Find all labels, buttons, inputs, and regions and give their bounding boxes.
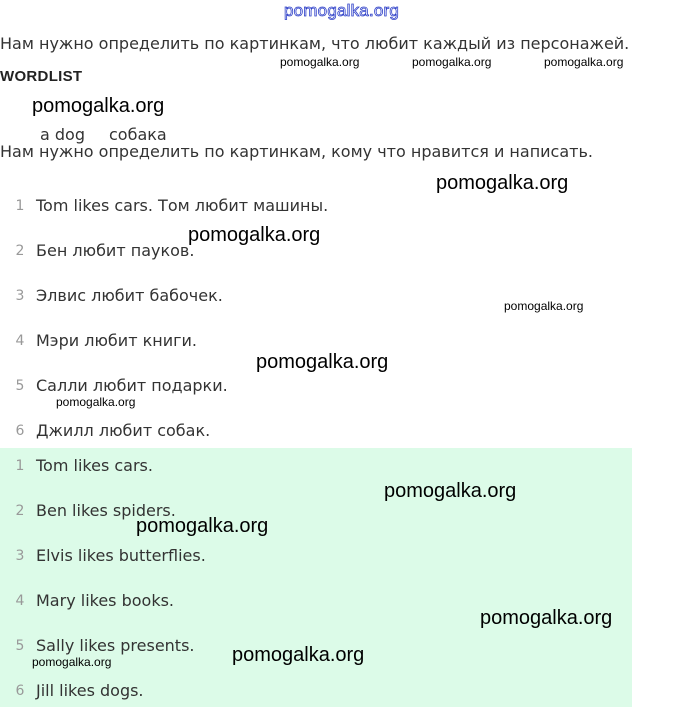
watermark: pomogalka.org (256, 351, 389, 373)
watermark: pomogalka.org (56, 395, 136, 409)
item-number: 6 (15, 683, 25, 699)
wordlist-title: WORDLIST (0, 68, 83, 85)
wordlist-word-en: a dog (40, 125, 85, 144)
item-text: Элвис любит бабочек. (36, 286, 223, 305)
item-number: 4 (15, 593, 25, 609)
watermark: pomogalka.org (188, 224, 321, 246)
item-number: 2 (15, 503, 25, 519)
item-number: 2 (15, 243, 25, 259)
item-text: Mary likes books. (36, 591, 175, 610)
watermark: pomogalka.org (384, 480, 517, 502)
item-text: Tom likes cars. Том любит машины. (36, 196, 329, 215)
watermark: pomogalka.org (136, 515, 269, 537)
item-number: 5 (15, 638, 25, 654)
item-text: Elvis likes butterflies. (36, 546, 206, 565)
wordlist-row (0, 116, 300, 144)
item-text: Бен любит пауков. (36, 241, 195, 260)
intro-text: Нам нужно определить по картинкам, что любит каждый из персонажей. (0, 34, 630, 53)
item-number: 1 (15, 198, 25, 214)
item-number: 3 (15, 288, 25, 304)
item-number: 3 (15, 548, 25, 564)
watermark: pomogalka.org (504, 299, 584, 313)
item-text: Jill likes dogs. (36, 681, 144, 700)
wordlist-word-ru: собака (109, 125, 167, 144)
item-text: Салли любит подарки. (36, 376, 228, 395)
watermark: pomogalka.org (412, 55, 492, 69)
item-number: 5 (15, 378, 25, 394)
watermark: pomogalka.org (280, 55, 360, 69)
item-number: 4 (15, 333, 25, 349)
watermark: pomogalka.org (32, 95, 165, 117)
watermark: pomogalka.org (436, 172, 569, 194)
item-text: Мэри любит книги. (36, 331, 198, 350)
item-number: 1 (15, 458, 25, 474)
watermark: pomogalka.org (544, 55, 624, 69)
item-text: Ben likes spiders. (36, 501, 176, 520)
watermark: pomogalka.org (480, 607, 613, 629)
watermark: pomogalka.org (232, 644, 365, 666)
item-number: 6 (15, 423, 25, 439)
item-text: Sally likes presents. (36, 636, 195, 655)
item-text: Tom likes cars. (36, 456, 153, 475)
task-text: Нам нужно определить по картинкам, кому что нравится и написать. (0, 142, 593, 161)
watermark: pomogalka.org (32, 655, 112, 669)
site-logo[interactable]: pomogalka.org (284, 1, 400, 20)
item-text: Джилл любит собак. (36, 421, 211, 440)
